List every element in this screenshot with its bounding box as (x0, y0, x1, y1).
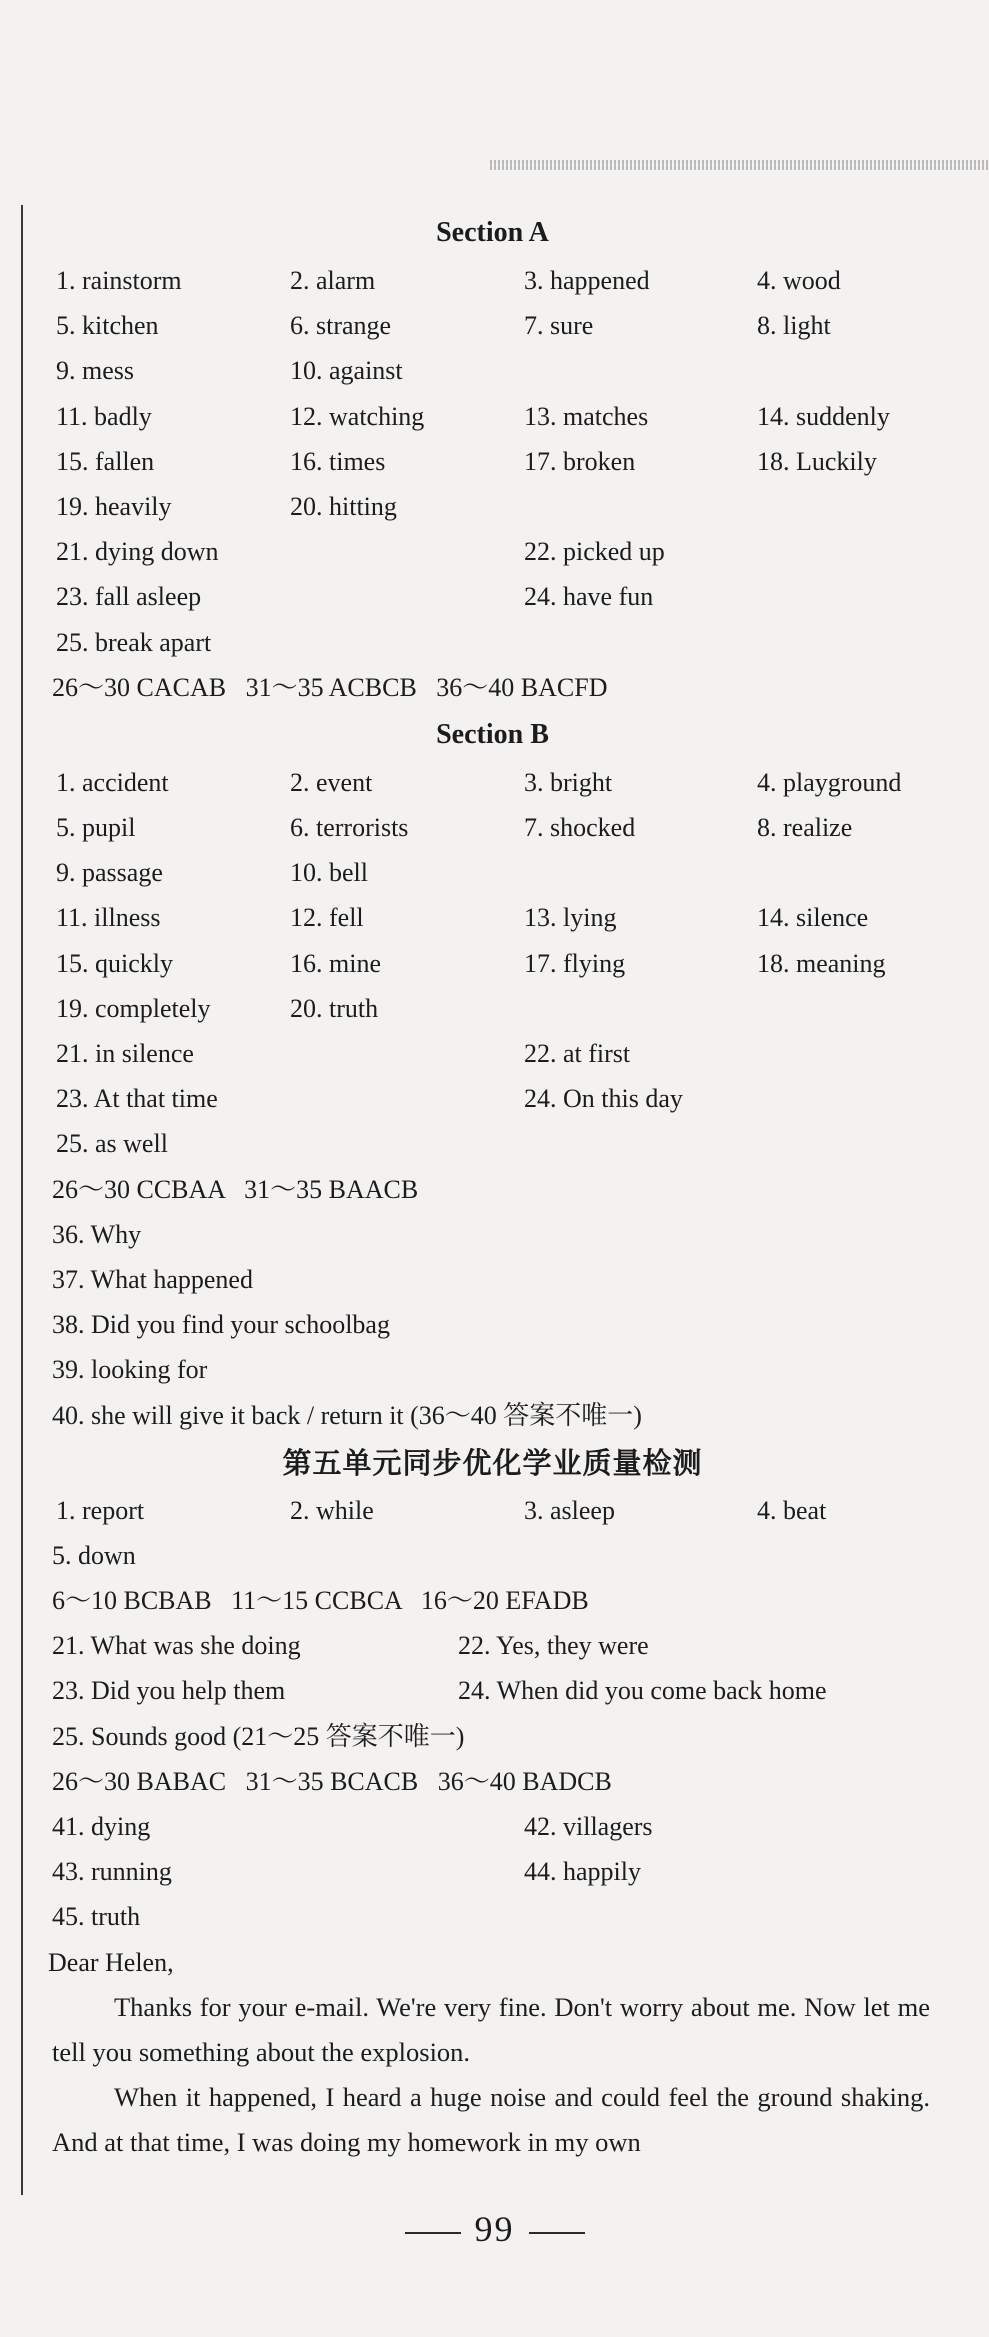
answer-row (50, 1121, 935, 1166)
answer-row (50, 760, 935, 805)
answer-item: 7. shocked (524, 813, 636, 843)
answer-item: 12. fell (290, 903, 364, 933)
answer-row (50, 1076, 935, 1121)
answer-item: 15. quickly (56, 948, 173, 978)
letter-greeting-text: Dear Helen, (48, 1947, 174, 1977)
answer-item: 16. mine (290, 948, 381, 978)
answer-row (50, 1257, 935, 1302)
answer-row (50, 1804, 935, 1849)
answer-item: 9. mess (56, 356, 134, 386)
answer-item: 24. have fun (524, 582, 654, 612)
left-margin-line (21, 205, 23, 2195)
answer-row (50, 1714, 935, 1759)
answer-item: 21. dying down (56, 537, 219, 567)
answer-item: 21. in silence (56, 1039, 194, 1068)
answer-item: 2. event (290, 767, 373, 797)
answer-row (50, 1347, 935, 1392)
answer-item: 16. times (290, 446, 386, 476)
answer-row (50, 574, 935, 619)
answer-row (50, 1849, 935, 1894)
answer-item: 15. fallen (56, 446, 155, 476)
unit5-test-title: 第五单元同步优化学业质量检测 (282, 1445, 703, 1480)
answer-item: 9. passage (56, 858, 163, 888)
top-decorative-rule (490, 160, 989, 170)
answer-row (50, 1668, 935, 1713)
answer-row (50, 620, 935, 665)
multiple-choice-answers: 26～30 CACAB 31～35 ACBCB 36～40 BACFD (52, 672, 608, 702)
answer-item: 24. When did you come back home (458, 1676, 827, 1706)
letter-paragraph: Thanks for your e-mail. We're very fine. Don't worry about me. Now let me tell you something about the explosion. (52, 1991, 930, 2067)
answer-item: 3. happened (524, 266, 650, 295)
answer-row (50, 850, 935, 895)
answer-item: 40. she will give it back / return it (36～40 答案不唯一) (52, 1400, 642, 1430)
answer-item: 18. meaning (757, 948, 886, 978)
answer-item: 3. bright (524, 767, 613, 797)
answer-item: 23. At that time (56, 1084, 218, 1114)
answer-item: 23. fall asleep (56, 582, 202, 612)
multiple-choice-answers: 26～30 CCBAA 31～35 BAACB (52, 1174, 419, 1204)
answer-item: 44. happily (524, 1857, 641, 1887)
page-number-dash (405, 2232, 461, 2234)
answer-item: 1. accident (56, 767, 169, 797)
unit5-grid (50, 1488, 935, 1940)
sample-letter (50, 1940, 935, 2166)
answer-item: 6. terrorists (290, 813, 409, 843)
answer-item: 4. wood (757, 266, 841, 295)
answer-item: 25. break apart (56, 627, 212, 657)
answer-item: 23. Did you help them (52, 1676, 286, 1706)
section-a-title: Section A (436, 217, 549, 248)
multiple-choice-answers: 6～10 BCBAB 11～15 CCBCA 16～20 EFADB (52, 1586, 589, 1616)
answer-row (50, 303, 935, 348)
multiple-choice-answers: 26～30 BABAC 31～35 BCACB 36～40 BADCB (52, 1766, 612, 1796)
answer-item: 45. truth (52, 1902, 141, 1932)
answer-row (50, 258, 935, 303)
answer-item: 36. Why (52, 1219, 142, 1249)
answer-item: 12. watching (290, 401, 425, 431)
answer-item: 25. Sounds good (21～25 答案不唯一) (52, 1721, 465, 1751)
answer-row (50, 1393, 935, 1438)
answer-item: 2. while (290, 1495, 374, 1525)
answer-key-content (50, 208, 935, 2166)
answer-item: 39. looking for (52, 1355, 208, 1385)
answer-item: 42. villagers (524, 1812, 653, 1841)
answer-row (50, 1031, 935, 1076)
answer-item: 17. broken (524, 446, 636, 476)
answer-item: 1. report (56, 1495, 145, 1525)
answer-item: 6. strange (290, 311, 392, 341)
answer-item: 38. Did you find your schoolbag (52, 1310, 390, 1340)
answer-item: 4. beat (757, 1495, 827, 1525)
section-b-title: Section B (436, 718, 549, 750)
answer-row (50, 484, 935, 529)
answer-item: 41. dying (52, 1812, 151, 1841)
answer-item: 8. light (757, 311, 831, 341)
answer-item: 21. What was she doing (52, 1631, 301, 1661)
answer-item: 4. playground (757, 767, 902, 797)
answer-row (50, 1167, 935, 1212)
answer-item: 5. down (52, 1540, 136, 1570)
answer-item: 5. pupil (56, 813, 136, 843)
answer-row (50, 895, 935, 940)
answer-item: 22. Yes, they were (458, 1631, 649, 1661)
section-b-grid (50, 760, 935, 1438)
answer-row (50, 1894, 935, 1939)
answer-row (50, 1759, 935, 1804)
answer-row (50, 1302, 935, 1347)
letter-greeting (50, 1940, 935, 1985)
answer-item: 24. On this day (524, 1084, 683, 1114)
page-number-text: 99 (474, 2209, 515, 2249)
answer-item: 1. rainstorm (56, 266, 182, 295)
answer-item: 19. completely (56, 993, 211, 1023)
answer-row (50, 1623, 935, 1668)
answer-item: 3. asleep (524, 1495, 615, 1525)
answer-row (50, 348, 935, 393)
answer-item: 14. silence (757, 903, 869, 933)
answer-row (50, 1212, 935, 1257)
answer-row (50, 941, 935, 986)
answer-item: 11. badly (56, 401, 152, 431)
answer-row (50, 439, 935, 484)
answer-item: 18. Luckily (757, 446, 877, 476)
page-number (0, 2208, 989, 2250)
answer-item: 43. running (52, 1857, 172, 1887)
answer-item: 20. truth (290, 993, 379, 1023)
answer-item: 10. bell (290, 858, 368, 888)
answer-item: 2. alarm (290, 266, 376, 295)
answer-item: 25. as well (56, 1129, 168, 1159)
answer-item: 20. hitting (290, 491, 397, 521)
answer-item: 11. illness (56, 903, 161, 933)
answer-item: 14. suddenly (757, 401, 890, 431)
answer-item: 13. lying (524, 903, 617, 933)
answer-item: 37. What happened (52, 1264, 253, 1294)
answer-item: 7. sure (524, 311, 594, 341)
answer-item: 10. against (290, 356, 403, 386)
answer-row (50, 986, 935, 1031)
answer-row (50, 529, 935, 574)
answer-item: 17. flying (524, 948, 626, 978)
answer-row (50, 665, 935, 710)
answer-item: 22. picked up (524, 537, 665, 567)
answer-item: 8. realize (757, 813, 853, 843)
answer-item: 5. kitchen (56, 311, 159, 341)
answer-row (50, 1533, 935, 1578)
answer-item: 19. heavily (56, 491, 172, 521)
letter-paragraph: When it happened, I heard a huge noise and could feel the ground shaking. And at that time, I was doing my homework in my own (52, 2082, 930, 2158)
section-a-grid (50, 258, 935, 710)
answer-row (50, 805, 935, 850)
answer-item: 22. at first (524, 1039, 631, 1068)
answer-item: 13. matches (524, 401, 649, 431)
answer-row (50, 1488, 935, 1533)
answer-row (50, 394, 935, 439)
page-number-dash (529, 2232, 585, 2234)
answer-row (50, 1578, 935, 1623)
